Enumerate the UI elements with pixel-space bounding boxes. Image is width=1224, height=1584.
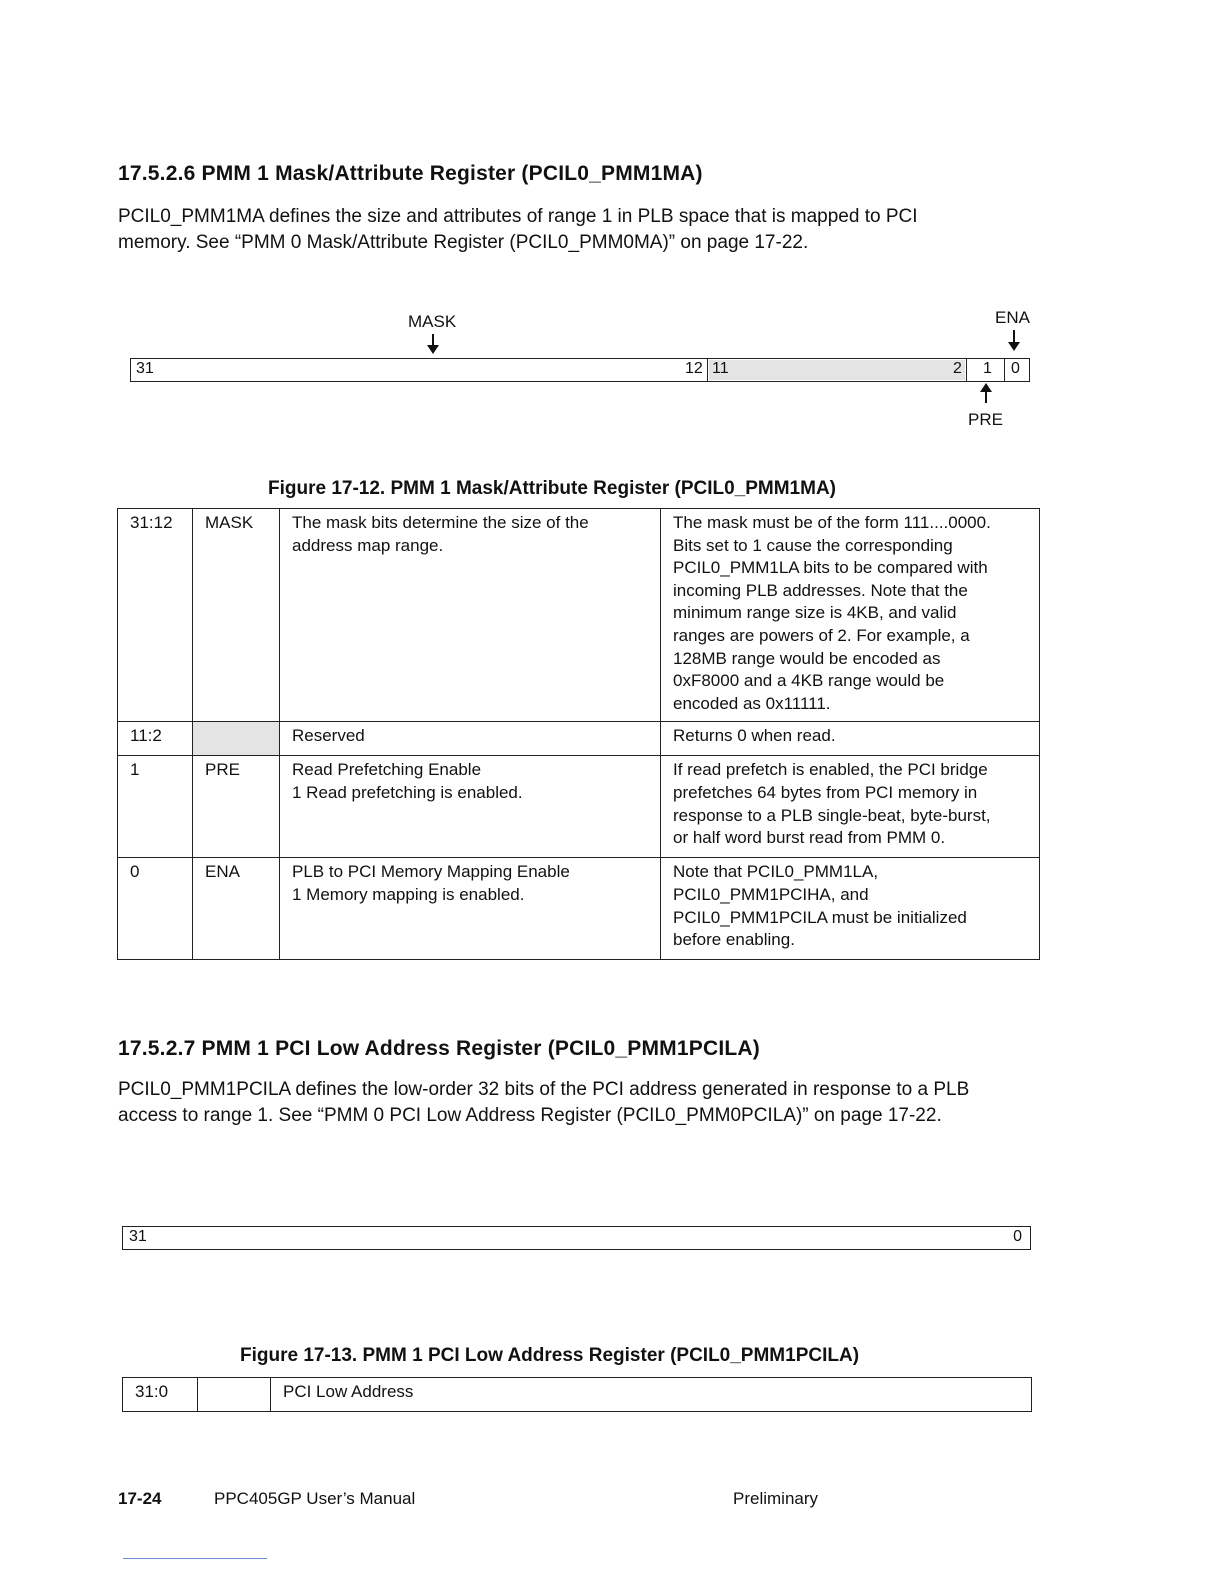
figure-caption-17-13: Figure 17-13. PMM 1 PCI Low Address Register (PCIL0_PMM1PCILA) xyxy=(240,1345,860,1366)
notes-line: or half word burst read from PMM 0. xyxy=(673,828,946,848)
notes-cell xyxy=(661,756,1040,858)
mask-field-label: MASK xyxy=(408,312,457,331)
field-cell: ENA xyxy=(193,858,280,960)
notes-line: 0xF8000 and a 4KB range would be xyxy=(673,671,945,691)
section-heading-pmm1ma: 17.5.2.6 PMM 1 Mask/Attribute Register (PCIL0_PMM1MA) xyxy=(118,162,703,185)
description-line: Reserved xyxy=(292,726,365,746)
bit-divider xyxy=(1004,359,1005,381)
description-line: 1 Read prefetching is enabled. xyxy=(292,782,523,802)
description-cell xyxy=(280,858,661,960)
notes-line: PCIL0_PMM1PCILA must be initialized xyxy=(673,907,967,927)
intro-line: access to range 1. See “PMM 0 PCI Low Address Register (PCIL0_PMM0PCILA)” on page 17-22. xyxy=(118,1105,942,1126)
notes-line: 128MB range would be encoded as xyxy=(673,648,941,668)
table-row xyxy=(118,858,1040,960)
notes-line: minimum range size is 4KB, and valid xyxy=(673,603,957,623)
notes-line: incoming PLB addresses. Note that the xyxy=(673,580,968,600)
description-cell xyxy=(280,722,661,756)
intro-line: PCIL0_PMM1MA defines the size and attributes of range 1 in PLB space that is mapped to PCI xyxy=(118,206,918,227)
bits-cell: 11:2 xyxy=(118,722,193,756)
reserved-bits-shading xyxy=(709,360,965,380)
description-line: The mask bits determine the size of the xyxy=(292,513,589,532)
notes-cell xyxy=(661,722,1040,756)
field-cell: PRE xyxy=(193,756,280,858)
document-status: Preliminary xyxy=(733,1489,819,1508)
reserved-field-cell xyxy=(193,722,280,756)
notes-line: prefetches 64 bytes from PCI memory in xyxy=(673,782,978,802)
bits-cell: 31:0 xyxy=(123,1378,198,1412)
field-table-pmm1ma xyxy=(117,508,1040,960)
pre-field-label: PRE xyxy=(968,410,1003,429)
section-heading-pmm1pcila: 17.5.2.7 PMM 1 PCI Low Address Register (PCIL0_PMM1PCILA) xyxy=(118,1037,760,1060)
description-line: address map range. xyxy=(292,535,444,555)
intro-line: PCIL0_PMM1PCILA defines the low-order 32 bits of the PCI address generated in response to a PLB xyxy=(118,1079,970,1100)
bit-2-label: 2 xyxy=(953,360,962,377)
table-row xyxy=(118,756,1040,858)
pre-arrow-stem xyxy=(985,391,987,403)
notes-line: PCIL0_PMM1LA bits to be compared with xyxy=(673,558,988,578)
bits-cell: 31:12 xyxy=(118,509,193,722)
manual-title: PPC405GP User’s Manual xyxy=(214,1489,416,1508)
mask-arrow-icon xyxy=(427,345,439,354)
bit-31-label: 31 xyxy=(129,1228,147,1245)
notes-line: Returns 0 when read. xyxy=(673,726,836,746)
bit-31-label: 31 xyxy=(136,360,154,377)
description-cell: PCI Low Address xyxy=(271,1378,1032,1412)
table-row xyxy=(118,509,1040,722)
bit-12-label: 12 xyxy=(685,360,703,377)
ena-arrow-icon xyxy=(1008,342,1020,351)
bits-cell: 0 xyxy=(118,858,193,960)
bit-0-label: 0 xyxy=(1013,1228,1022,1245)
bit-11-label: 11 xyxy=(712,360,729,377)
notes-line: PCIL0_PMM1PCIHA, and xyxy=(673,884,869,904)
figure-caption-17-12: Figure 17-12. PMM 1 Mask/Attribute Register (PCIL0_PMM1MA) xyxy=(268,478,836,499)
field-cell xyxy=(198,1378,271,1412)
description-line: Read Prefetching Enable xyxy=(292,760,482,780)
intro-line: memory. See “PMM 0 Mask/Attribute Register (PCIL0_PMM0MA)” on page 17-22. xyxy=(118,232,809,253)
bit-divider xyxy=(966,359,967,381)
ena-field-label: ENA xyxy=(995,308,1030,327)
description-line: 1 Memory mapping is enabled. xyxy=(292,884,525,904)
notes-line: response to a PLB single-beat, byte-burst, xyxy=(673,805,991,825)
bit-divider xyxy=(707,359,708,381)
bits-cell: 1 xyxy=(118,756,193,858)
notes-line: Bits set to 1 cause the corresponding xyxy=(673,535,953,555)
register-bitfield-bar xyxy=(130,358,1030,382)
register-bitfield-bar-pcila xyxy=(122,1226,1031,1250)
notes-line: If read prefetch is enabled, the PCI bridge xyxy=(673,760,988,780)
description-cell xyxy=(280,509,661,722)
description-cell xyxy=(280,756,661,858)
field-table-pmm1pcila xyxy=(122,1377,1032,1412)
table-row xyxy=(123,1378,1032,1412)
footer-rule xyxy=(123,1558,267,1559)
field-cell: MASK xyxy=(193,509,280,722)
section-intro-pmm1pcila xyxy=(118,1077,969,1129)
notes-line: Note that PCIL0_PMM1LA, xyxy=(673,862,879,882)
section-intro-pmm1ma xyxy=(118,204,918,256)
notes-cell xyxy=(661,509,1040,722)
notes-line: before enabling. xyxy=(673,930,795,950)
notes-line: ranges are powers of 2. For example, a xyxy=(673,625,970,645)
notes-line: encoded as 0x11111. xyxy=(673,693,831,713)
page-number: 17-24 xyxy=(118,1489,162,1508)
notes-line: The mask must be of the form 111....0000. xyxy=(673,513,991,532)
description-line: PLB to PCI Memory Mapping Enable xyxy=(292,862,570,882)
bit-0-label: 0 xyxy=(1011,360,1020,377)
table-row xyxy=(118,722,1040,756)
notes-cell xyxy=(661,858,1040,960)
bit-1-label: 1 xyxy=(983,360,992,377)
